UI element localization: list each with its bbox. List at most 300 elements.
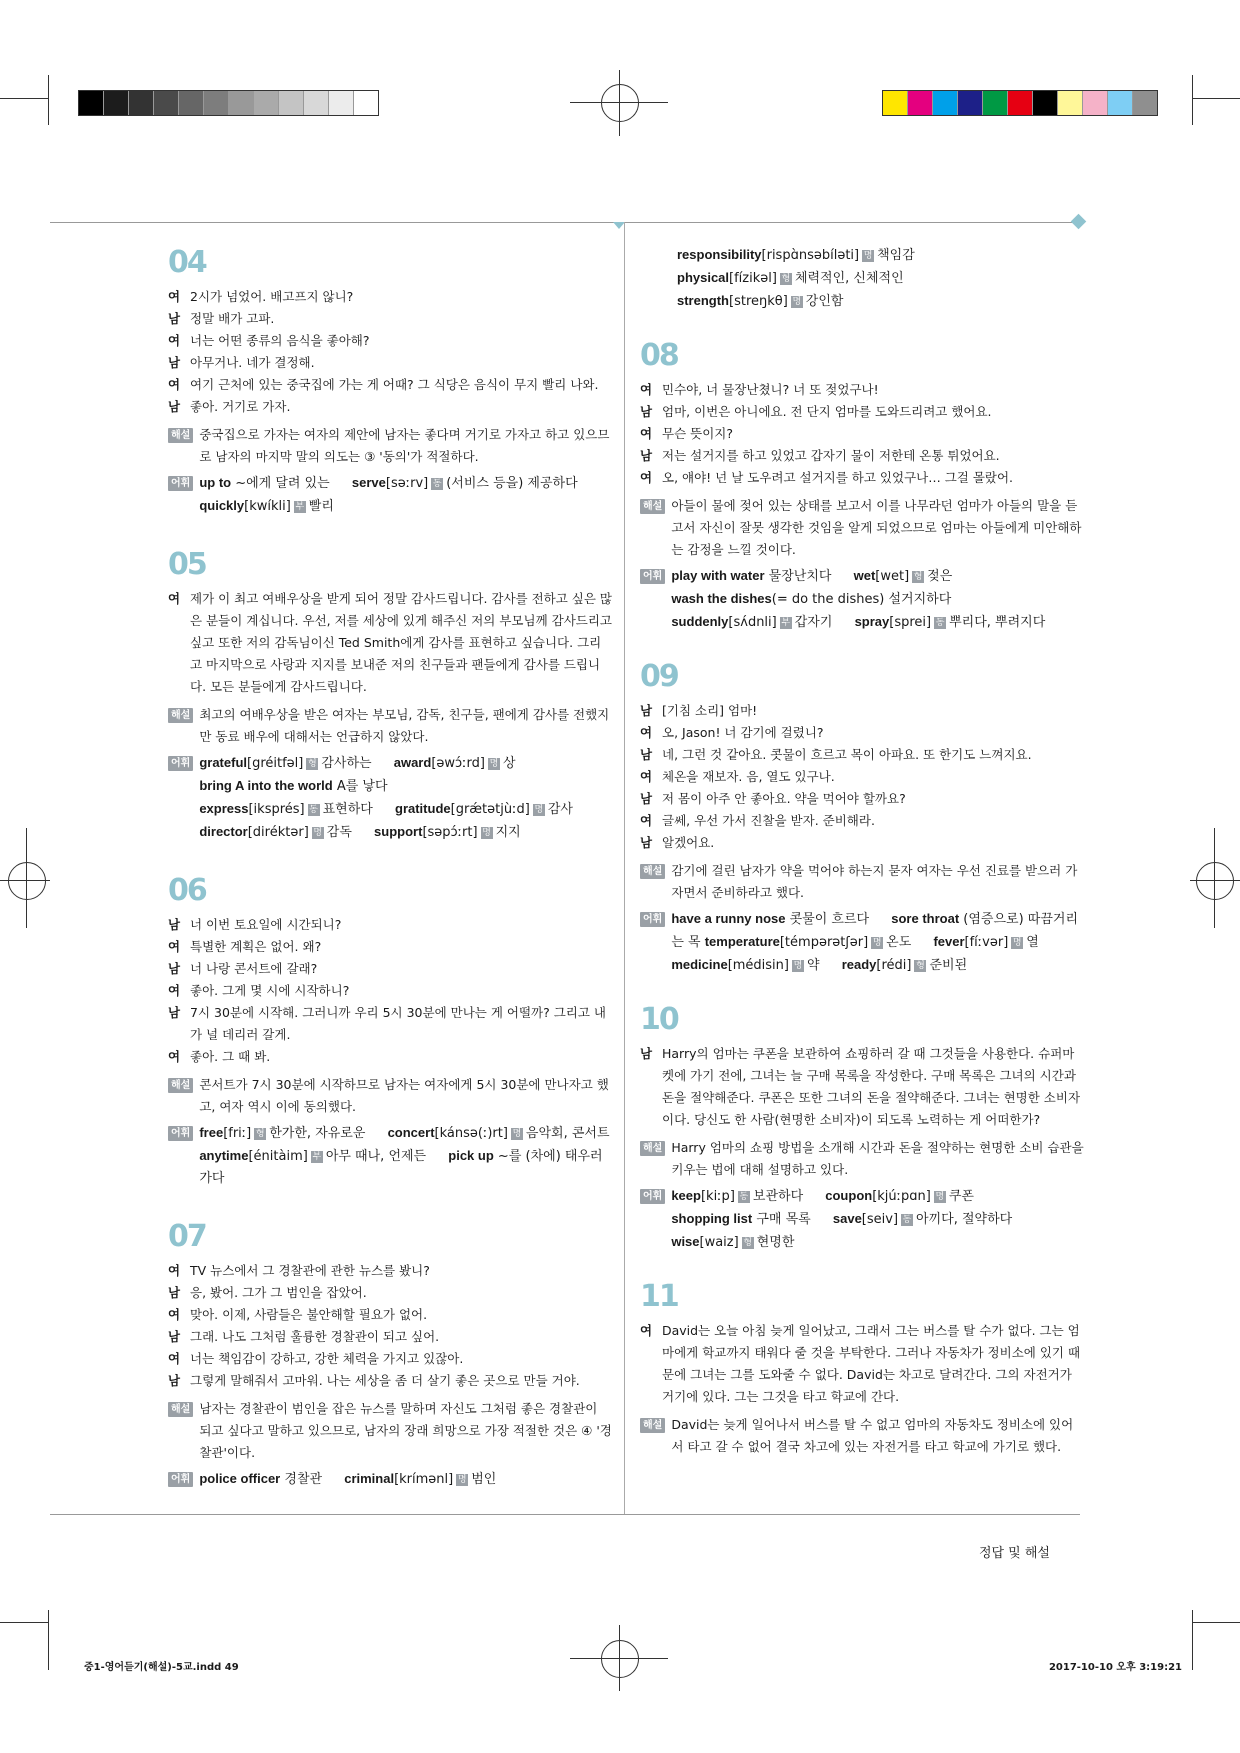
dialogue-line <box>640 788 1085 810</box>
vocab-word: shopping list <box>671 1211 753 1226</box>
section-number: 05 <box>168 547 206 582</box>
explanation-text: David는 늦게 일어나서 버스를 탈 수 없고 엄마의 자동차도 정비소에 있어서 타고 갈 수 없어 결국 차고에 있는 자전거를 타고 학교에 가기로 했다. <box>671 1417 1074 1454</box>
pos-badge: 동 <box>902 1215 912 1225</box>
dialogue-line <box>168 286 613 308</box>
dialogue-line <box>640 766 1085 788</box>
vocabulary <box>168 1122 613 1190</box>
vocab-word: express <box>199 801 249 816</box>
vocab-word: police officer <box>199 1471 281 1486</box>
speaker: 여 <box>168 1307 181 1322</box>
dialogue-line <box>640 722 1085 744</box>
vocab-tag: 어휘 <box>168 756 193 771</box>
speaker: 여 <box>640 470 653 485</box>
line-text: 저는 설거지를 하고 있었고 갑자기 물이 저한테 온통 튀었어요. <box>662 448 1000 463</box>
vocab-phonetic: [gréitfəl] <box>247 756 304 771</box>
dialogue-line <box>168 1002 613 1046</box>
speaker: 남 <box>640 1046 653 1061</box>
vocab-meaning: 온도 <box>886 935 912 950</box>
dialogue-line <box>168 396 613 418</box>
pos-badge: 명 <box>512 1129 522 1139</box>
dialogue-line <box>168 374 613 396</box>
vocab-word: pick up <box>448 1148 494 1163</box>
vocab-word: serve <box>351 475 386 490</box>
vocab-word: gratitude <box>395 801 451 816</box>
monologue-text: Harry의 엄마는 쿠폰을 보관하여 쇼핑하러 갈 때 그것들을 사용한다. 슈퍼마켓에 가기 전에, 그녀는 늘 구매 목록을 작성한다. 구매 목록은 그녀의 시간과 돈을 절약해준다. 쿠폰은 또한 그녀의 돈을 절약해준다. 그녀는 현명한 소비자이다. 당신도 한 사람(현명한 소비자)이 되도록 노력하는 게 어떠한가? <box>662 1046 1081 1127</box>
pos-badge: 형 <box>781 274 791 284</box>
explanation-tag: 해설 <box>168 428 193 443</box>
vocab-meaning: 약 <box>806 958 820 973</box>
speaker: 남 <box>168 917 181 932</box>
speaker: 남 <box>168 399 181 414</box>
dialogue-line <box>168 1326 613 1348</box>
vocab-phonetic: [seiv] <box>861 1212 899 1227</box>
vocab-word: up to <box>199 475 232 490</box>
line-text: 민수야, 너 물장난쳤니? 너 또 젖었구나! <box>662 382 879 397</box>
dialogue-line <box>168 308 613 330</box>
vocab-word: bring A into the world <box>199 778 333 793</box>
top-rule-diamond <box>1071 214 1087 230</box>
page-footer-title: 정답 및 해설 <box>978 1546 1050 1561</box>
section-number: 09 <box>640 659 678 694</box>
dialogue-line <box>168 352 613 374</box>
speaker: 남 <box>168 1005 181 1020</box>
line-text: [기침 소리] 엄마! <box>662 703 758 718</box>
section-number: 07 <box>168 1219 206 1254</box>
vocab-word: grateful <box>199 755 247 770</box>
section-09 <box>640 660 1085 977</box>
section-07 <box>168 1220 613 1491</box>
pos-badge: 형 <box>743 1238 753 1248</box>
line-text: 정말 배가 고파. <box>190 311 275 326</box>
line-text: 너 나랑 콘서트에 갈래? <box>190 961 318 976</box>
line-text: TV 뉴스에서 그 경찰관에 관한 뉴스를 봤니? <box>190 1263 430 1278</box>
vocab-phonetic: [fíːvər] <box>964 935 1009 950</box>
vocab-word: strength <box>677 293 729 308</box>
vocab-meaning: 책임감 <box>877 248 915 263</box>
slug-filename: 중1-영어듣기(해설)-5교.indd 49 <box>84 1662 239 1673</box>
line-text: 2시가 넘었어. 배고프지 않니? <box>190 289 354 304</box>
explanation <box>168 1074 613 1118</box>
vocab-word: temperature <box>704 934 780 949</box>
vocab-phonetic: [kwíkli] <box>244 499 291 514</box>
vocab-word: support <box>374 824 423 839</box>
vocab-phonetic: [friː] <box>223 1126 252 1141</box>
vocab-phonetic: [səpɔ́ːrt] <box>422 825 478 840</box>
dialogue <box>640 700 1085 854</box>
vocab-meaning: 구매 목록 <box>756 1212 811 1227</box>
dialogue-line <box>640 445 1085 467</box>
explanation <box>168 424 613 468</box>
pos-badge: 형 <box>255 1129 265 1139</box>
vocab-word: anytime <box>199 1148 249 1163</box>
vocabulary <box>640 1185 1085 1254</box>
dialogue <box>168 286 613 418</box>
pos-badge: 동 <box>309 805 318 815</box>
speaker: 남 <box>640 404 653 419</box>
vocab-meaning: (서비스 등을) 제공하다 <box>446 476 578 491</box>
bottom-rule <box>50 1514 1080 1515</box>
vocab-meaning: 경찰관 <box>284 1472 323 1487</box>
explanation-tag: 해설 <box>640 864 665 879</box>
vocab-phonetic: [krímənl] <box>394 1472 454 1487</box>
dialogue-line <box>640 467 1085 489</box>
explanation <box>640 860 1085 904</box>
line-text: 글쎄, 우선 가서 진찰을 받자. 준비해라. <box>662 813 875 828</box>
line-text: 너는 어떤 종류의 음식을 좋아해? <box>190 333 370 348</box>
vocabulary-continued <box>640 244 1085 313</box>
dialogue-line <box>640 379 1085 401</box>
speaker: 여 <box>168 1049 181 1064</box>
vocab-word: coupon <box>825 1188 873 1203</box>
vocab-word: ready <box>841 957 877 972</box>
explanation-text: 중국집으로 가자는 여자의 제안에 남자는 좋다며 거기로 가자고 하고 있으므로 남자의 마지막 말의 의도는 ③ '동의'가 적절하다. <box>199 427 610 464</box>
pos-badge: 명 <box>313 828 323 838</box>
vocab-meaning: 콧물이 흐르다 <box>789 912 870 927</box>
speaker: 남 <box>168 961 181 976</box>
section-04 <box>168 246 613 518</box>
vocab-word: wet <box>853 568 876 583</box>
vocab-tag: 어휘 <box>168 1126 193 1141</box>
dialogue <box>640 379 1085 489</box>
vocab-meaning: 감사 <box>547 802 573 817</box>
vocab-word: wash the dishes <box>671 591 772 606</box>
explanation <box>640 1414 1085 1458</box>
vocab-word: quickly <box>199 498 245 513</box>
pos-badge: 명 <box>534 805 544 815</box>
vocab-meaning: 현명한 <box>756 1235 795 1250</box>
vocab-phonetic: [fízikəl] <box>729 271 777 286</box>
speaker: 여 <box>168 333 181 348</box>
vocab-word: play with water <box>671 568 765 583</box>
explanation-text: 최고의 여배우상을 받은 여자는 부모님, 감독, 친구들, 팬에게 감사를 전했지만 동료 배우에 대해서는 언급하지 않았다. <box>199 707 610 744</box>
vocab-meaning: 범인 <box>471 1472 497 1487</box>
vocab-meaning: 강인함 <box>805 294 844 309</box>
explanation-tag: 해설 <box>168 1078 193 1093</box>
vocabulary <box>640 565 1085 634</box>
monologue-text: David는 오늘 아침 늦게 일어났고, 그래서 그는 버스를 탈 수가 없다. 그는 엄마에게 학교까지 태워다 줄 것을 부탁한다. 그러나 자동차가 정비소에 있기 때문에 그녀는 그를 도와줄 수 없다. David는 차고로 달려간다. 그의 자전거가 거기에 있다. 그는 그것을 타고 학교에 간다. <box>662 1323 1081 1404</box>
crop-mark <box>1192 75 1193 125</box>
vocab-meaning: (염증으로) 따끔거리는 목 <box>671 912 1079 950</box>
crop-mark <box>48 1610 49 1670</box>
line-text: 오, Jason! 너 감기에 걸렸니? <box>662 725 824 740</box>
pos-badge: 동 <box>935 618 945 628</box>
line-text: 알겠어요. <box>662 835 715 850</box>
line-text: 맞아. 이제, 사람들은 불안해할 필요가 없어. <box>190 1307 428 1322</box>
speaker: 여 <box>640 769 653 784</box>
speaker: 여 <box>168 591 181 606</box>
vocab-word: fever <box>933 934 965 949</box>
vocab-meaning: 준비된 <box>929 958 968 973</box>
speaker: 남 <box>640 747 653 762</box>
dialogue-line <box>168 1046 613 1068</box>
section-number: 08 <box>640 338 678 373</box>
vocab-meaning: 뿌리다, 뿌려지다 <box>949 615 1046 630</box>
vocab-phonetic: [diréktər] <box>247 825 309 840</box>
vocab-phonetic: [rédi] <box>876 958 912 973</box>
vocab-word: wise <box>671 1234 700 1249</box>
section-11 <box>640 1280 1085 1458</box>
pos-badge: 명 <box>457 1475 467 1485</box>
crop-mark <box>1192 1610 1193 1670</box>
vocab-phonetic: [énitàim] <box>248 1149 308 1164</box>
line-text: 무슨 뜻이지? <box>662 426 733 441</box>
speaker: 여 <box>168 377 181 392</box>
vocab-phonetic: [témpərətʃər] <box>779 935 869 950</box>
dialogue-line <box>168 958 613 980</box>
line-text: 7시 30분에 시작해. 그러니까 우리 5시 30분에 만나는 게 어떨까? 그리고 내가 널 데리러 갈게. <box>190 1005 606 1042</box>
vocab-tag: 어휘 <box>640 1189 665 1204</box>
speaker: 여 <box>168 289 181 304</box>
dialogue <box>168 914 613 1068</box>
line-text: 좋아. 거기로 가자. <box>190 399 291 414</box>
vocab-phonetic: [grǽtətjùːd] <box>450 802 530 817</box>
line-text: 너는 책임감이 강하고, 강한 체력을 가지고 있잖아. <box>190 1351 464 1366</box>
explanation <box>168 704 613 748</box>
vocab-meaning: ~에게 달려 있는 <box>235 476 330 491</box>
explanation-text: 콘서트가 7시 30분에 시작하므로 남자는 여자에게 5시 30분에 만나자고 했고, 여자 역시 이에 동의했다. <box>199 1077 609 1114</box>
section-06 <box>168 874 613 1190</box>
speaker: 여 <box>640 382 653 397</box>
dialogue-line <box>168 914 613 936</box>
vocab-meaning: 갑자기 <box>794 615 833 630</box>
dialogue-line <box>640 744 1085 766</box>
speaker: 여 <box>168 983 181 998</box>
monologue <box>640 1043 1085 1131</box>
vocab-phonetic: [wet] <box>875 569 910 584</box>
section-number: 06 <box>168 873 206 908</box>
vocab-tag: 어휘 <box>168 1472 193 1487</box>
vocab-phonetic: [kiːp] <box>700 1189 735 1204</box>
explanation <box>640 495 1085 561</box>
line-text: 특별한 계획은 없어. 왜? <box>190 939 322 954</box>
line-text: 좋아. 그게 몇 시에 시작하니? <box>190 983 350 998</box>
vocab-meaning: A를 낳다 <box>336 779 388 794</box>
explanation-text: 감기에 걸린 남자가 약을 먹어야 하는지 묻자 여자는 우선 진료를 받으러 가자면서 준비하라고 했다. <box>671 863 1078 900</box>
vocab-word: free <box>199 1125 224 1140</box>
speaker: 남 <box>168 1285 181 1300</box>
speaker: 남 <box>168 1373 181 1388</box>
vocab-word: criminal <box>344 1471 395 1486</box>
right-column <box>640 244 1085 1458</box>
vocab-word: responsibility <box>677 247 762 262</box>
top-rule <box>50 222 1080 223</box>
explanation-text: 남자는 경찰관이 범인을 잡은 뉴스를 말하며 자신도 그처럼 좋은 경찰관이 되고 싶다고 말하고 있으므로, 남자의 장래 희망으로 가장 적절한 것은 ④ '경찰관'이다. <box>199 1401 612 1460</box>
color-swatch-bar <box>882 90 1158 116</box>
pos-badge: 명 <box>482 828 491 838</box>
speaker: 남 <box>640 448 653 463</box>
dialogue-line <box>640 810 1085 832</box>
explanation-tag: 해설 <box>640 1141 665 1156</box>
vocab-tag: 어휘 <box>640 912 665 927</box>
vocab-meaning: 열 <box>1026 935 1039 950</box>
vocab-meaning: 감사하는 <box>321 756 372 771</box>
speaker: 여 <box>168 1351 181 1366</box>
line-text: 아무거나. 네가 결정해. <box>190 355 315 370</box>
line-text: 응, 봤어. 그가 그 범인을 잡았어. <box>190 1285 367 1300</box>
vocab-word: award <box>393 755 432 770</box>
explanation-tag: 해설 <box>640 1418 665 1433</box>
monologue <box>640 1320 1085 1408</box>
explanation-tag: 해설 <box>168 1402 193 1417</box>
pos-badge: 명 <box>792 297 802 307</box>
pos-badge: 명 <box>872 938 882 948</box>
vocab-word: medicine <box>671 957 728 972</box>
vocab-phonetic: [kjúːpɑn] <box>872 1189 931 1204</box>
speaker: 여 <box>640 813 653 828</box>
speaker: 여 <box>168 939 181 954</box>
vocab-meaning: 빨리 <box>308 499 334 514</box>
vocab-meaning: 쿠폰 <box>948 1189 974 1204</box>
vocab-word: director <box>199 824 248 839</box>
vocabulary <box>168 752 613 844</box>
line-text: 그래. 나도 그처럼 훌륭한 경찰관이 되고 싶어. <box>190 1329 440 1344</box>
speaker: 여 <box>168 1263 181 1278</box>
explanation-tag: 해설 <box>640 499 665 514</box>
vocab-word: keep <box>671 1188 701 1203</box>
speaker: 남 <box>168 1329 181 1344</box>
speaker: 여 <box>640 1323 653 1338</box>
dialogue-line <box>168 980 613 1002</box>
pos-badge: 명 <box>1012 938 1022 948</box>
vocab-word: concert <box>387 1125 435 1140</box>
pos-badge: 동 <box>739 1192 749 1202</box>
section-08 <box>640 339 1085 634</box>
left-column <box>168 240 613 1491</box>
vocab-word: suddenly <box>671 614 729 629</box>
line-text: 체온을 재보자. 음, 열도 있구나. <box>662 769 835 784</box>
vocab-phonetic: [kánsə(ː)rt] <box>434 1126 508 1141</box>
vocab-meaning: 한가한, 자유로운 <box>269 1126 366 1141</box>
vocab-phonetic: [sʌ́dnli] <box>728 615 777 630</box>
line-text: 너 이번 토요일에 시간되니? <box>190 917 342 932</box>
dialogue-line <box>640 832 1085 854</box>
pos-badge: 명 <box>863 251 873 261</box>
speaker: 여 <box>640 725 653 740</box>
vocab-phonetic: [streŋkθ] <box>729 294 788 309</box>
dialogue-line <box>168 1260 613 1282</box>
explanation-text: 아들이 물에 젖어 있는 상태를 보고서 이를 나무라던 엄마가 아들의 말을 듣고서 자신이 잘못 생각한 것임을 알게 되었으므로 엄마는 아들에게 미안해하는 감정을 느낄 것이다. <box>671 498 1082 557</box>
vocab-phonetic: [iksprés] <box>248 802 305 817</box>
line-text: 그렇게 말해줘서 고마워. 나는 세상을 좀 더 살기 좋은 곳으로 만들 거야. <box>190 1373 580 1388</box>
vocab-word: physical <box>677 270 730 285</box>
pos-badge: 형 <box>308 759 317 769</box>
vocab-meaning: 아끼다, 절약하다 <box>916 1212 1013 1227</box>
dialogue-line <box>168 936 613 958</box>
explanation <box>640 1137 1085 1181</box>
pos-badge: 명 <box>935 1192 945 1202</box>
slug-timestamp: 2017-10-10 오후 3:19:21 <box>1048 1662 1182 1673</box>
section-10 <box>640 1003 1085 1254</box>
vocab-phonetic: [waiz] <box>699 1235 739 1250</box>
vocab-meaning: 물장난치다 <box>768 569 832 584</box>
speaker: 남 <box>168 355 181 370</box>
section-number: 11 <box>640 1279 678 1314</box>
pos-badge: 형 <box>916 961 925 971</box>
vocab-phonetic: [səːrv] <box>385 476 429 491</box>
speaker: 남 <box>640 791 653 806</box>
vocab-word: have a runny nose <box>671 911 786 926</box>
vocab-tag: 어휘 <box>640 569 665 584</box>
speaker: 남 <box>640 703 653 718</box>
crop-mark <box>1192 1622 1240 1623</box>
crop-mark <box>0 98 48 99</box>
section-number: 04 <box>168 245 206 280</box>
vocab-meaning: 젖은 <box>927 569 953 584</box>
speaker: 남 <box>168 311 181 326</box>
vocab-meaning: 음악회, 콘서트 <box>525 1126 610 1141</box>
dialogue-line <box>168 1348 613 1370</box>
vocab-meaning: 아무 때나, 언제든 <box>325 1149 427 1164</box>
dialogue-line <box>640 700 1085 722</box>
dialogue-line <box>640 401 1085 423</box>
line-text: 저 몸이 아주 안 좋아요. 약을 먹어야 할까요? <box>662 791 906 806</box>
vocab-phonetic: [rispɑ̀nsəbíləti] <box>761 248 860 263</box>
speaker: 여 <box>640 426 653 441</box>
crop-mark <box>48 75 49 125</box>
explanation-tag: 해설 <box>168 708 193 723</box>
vocab-meaning: (= do the dishes) 설거지하다 <box>771 592 952 607</box>
pos-badge: 부 <box>312 1152 322 1162</box>
vocab-phonetic: [əwɔ́ːrd] <box>431 756 485 771</box>
vocab-meaning: 상 <box>502 756 516 771</box>
vocab-word: sore throat <box>891 911 960 926</box>
speaker: 남 <box>640 835 653 850</box>
vocabulary <box>168 1468 613 1491</box>
line-text: 오, 얘야! 넌 날 도우려고 설거지를 하고 있었구나… 그걸 몰랐어. <box>662 470 1014 485</box>
vocab-meaning: 지지 <box>495 825 521 840</box>
explanation <box>168 1398 613 1464</box>
pos-badge: 동 <box>432 479 442 489</box>
line-text: 엄마, 이번은 아니에요. 전 단지 엄마를 도와드리려고 했어요. <box>662 404 992 419</box>
vocabulary <box>168 472 613 518</box>
column-divider <box>624 222 625 1514</box>
dialogue <box>168 1260 613 1392</box>
vocab-phonetic: [médisin] <box>727 958 789 973</box>
vocab-word: spray <box>854 614 890 629</box>
dialogue-line <box>168 1282 613 1304</box>
vocab-meaning: 보관하다 <box>752 1189 804 1204</box>
crop-mark <box>1192 98 1240 99</box>
vocab-tag: 어휘 <box>168 476 193 491</box>
vocab-meaning: ~를 (차에) 태우러 가다 <box>199 1149 603 1186</box>
line-text: 네, 그런 것 같아요. 콧물이 흐르고 목이 아파요. 또 한기도 느껴지요. <box>662 747 1032 762</box>
pos-badge: 형 <box>913 572 923 582</box>
vocab-meaning: 감독 <box>326 825 352 840</box>
monologue <box>168 588 613 698</box>
vocab-meaning: 표현하다 <box>322 802 373 817</box>
line-text: 좋아. 그 때 봐. <box>190 1049 271 1064</box>
pos-badge: 명 <box>489 759 499 769</box>
line-text: 여기 근처에 있는 중국집에 가는 게 어때? 그 식당은 음식이 무지 빨리 나와. <box>190 377 599 392</box>
dialogue-line <box>168 330 613 352</box>
vocab-meaning: 체력적인, 신체적인 <box>794 271 904 286</box>
vocabulary <box>640 908 1085 977</box>
pos-badge: 부 <box>781 618 791 628</box>
dialogue-line <box>640 423 1085 445</box>
pos-badge: 부 <box>295 502 305 512</box>
monologue-text: 제가 이 최고 여배우상을 받게 되어 정말 감사드립니다. 감사를 전하고 싶은 많은 분들이 계십니다. 우선, 저를 세상에 있게 해주신 저의 부모님께 감사드리고 싶고 또한 저의 감독님이신 Ted Smith에게 감사를 표현하고 싶습니다. 그리고 마지막으로 사랑과 지지를 보내준 저의 친구들과 팬들에게 감사를 드립니다. 모든 분들에게 감사드립니다. <box>190 591 613 694</box>
explanation-text: Harry 엄마의 쇼핑 방법을 소개해 시간과 돈을 절약하는 현명한 소비 습관을 키우는 법에 대해 설명하고 있다. <box>671 1140 1084 1177</box>
dialogue-line <box>168 1370 613 1392</box>
pos-badge: 명 <box>793 961 803 971</box>
gray-swatch-bar <box>78 90 379 116</box>
vocab-word: save <box>832 1211 862 1226</box>
section-05 <box>168 548 613 844</box>
vocab-phonetic: [sprei] <box>889 615 932 630</box>
section-number: 10 <box>640 1002 678 1037</box>
crop-mark <box>0 1622 48 1623</box>
dialogue-line <box>168 1304 613 1326</box>
